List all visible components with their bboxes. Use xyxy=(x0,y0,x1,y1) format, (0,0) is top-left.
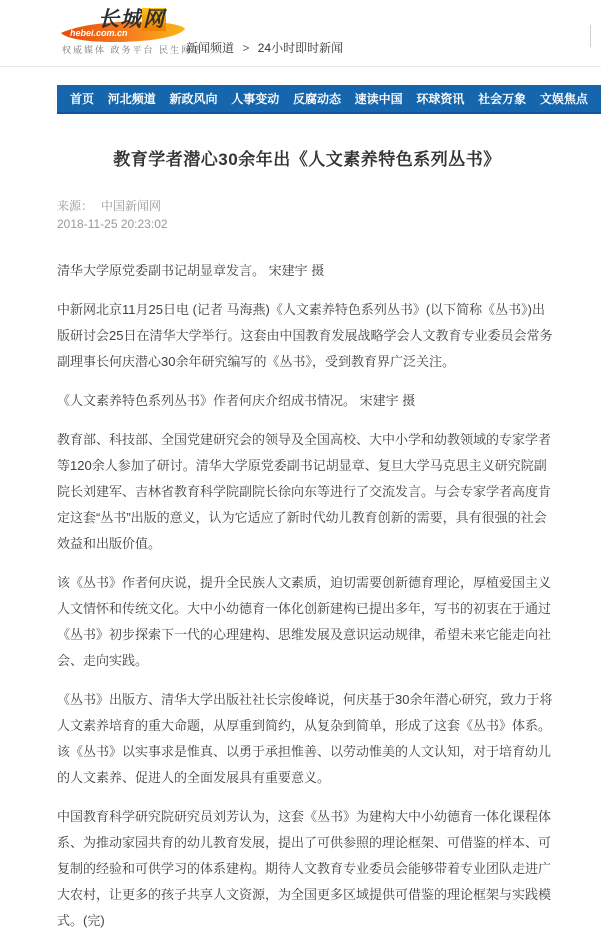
nav-item-china-quickread[interactable]: 速读中国 xyxy=(354,92,403,106)
nav-item-home[interactable]: 首页 xyxy=(70,92,95,106)
logo-title-part1: 长城 xyxy=(98,8,142,31)
article-paragraph: 《人文素养特色系列丛书》作者何庆介绍成书情况。 宋建宇 摄 xyxy=(57,393,416,408)
article-title: 教育学者潜心30余年出《人文素养特色系列丛书》 xyxy=(113,150,501,169)
article-datetime: 2018-11-25 20:23:02 xyxy=(57,217,168,231)
main-nav xyxy=(57,85,601,114)
article-meta xyxy=(57,197,557,233)
article-paragraph: 中国教育科学研究院研究员刘芳认为，这套《丛书》为建构大中小幼德育一体化课程体系、为推动家园共育的幼儿教育发展，提出了可供参照的理论框架、可借鉴的样本、可复制的经验和可供学习的体系建构。期待人文教育专业委员会能够带着专业团队走进广大农村，让更多的孩子共享人文资源，为全国更多区域提供可借鉴的理论框架与实践模式。(完) xyxy=(57,809,552,928)
nav-item-society[interactable]: 社会万象 xyxy=(478,92,527,106)
nav-item-entertainment[interactable]: 文娱焦点 xyxy=(539,92,588,106)
article xyxy=(57,145,557,934)
article-paragraph: 清华大学原党委副书记胡显章发言。 宋建宇 摄 xyxy=(57,263,325,278)
article-paragraph: 中新网北京11月25日电 (记者 马海燕)《人文素养特色系列丛书》(以下简称《丛书》)出版研讨会25日在清华大学举行。这套由中国教育发展战略学会人文教育专业委员会常务副理事长何庆潜心30余年研究编写的《丛书》，受到教育界广泛关注。 xyxy=(57,302,553,369)
nav-item-anticorruption[interactable]: 反腐动态 xyxy=(292,92,341,106)
nav-item-hebei-channel[interactable]: 河北频道 xyxy=(107,92,156,106)
article-paragraph: 教育部、科技部、全国党建研究会的领导及全国高校、大中小学和幼教领域的专家学者等120余人参加了研讨。清华大学原党委副书记胡显章、复旦大学马克思主义研究院副院长刘建军、吉林省教育科学院副院长徐向东等进行了交流发言。与会专家学者高度肯定这套“丛书”出版的意义，认为它适应了新时代幼儿教育创新的需要，具有很强的社会效益和出版价值。 xyxy=(57,432,552,551)
article-paragraph: 《丛书》出版方、清华大学出版社社长宗俊峰说，何庆基于30余年潜心研究，致力于将人文素养培育的重大命题，从厚重到简约，从复杂到简单，形成了这套《丛书》体系。该《丛书》以实事求是惟真、以勇于承担惟善、以劳动惟美的人文认知，对于培育幼儿的人文素养、促进人的全面发展具有重要意义。 xyxy=(57,692,553,785)
site-header xyxy=(0,0,601,67)
nav-item-global-news[interactable]: 环球资讯 xyxy=(416,92,465,106)
breadcrumb xyxy=(186,39,343,56)
nav-item-personnel[interactable]: 人事变动 xyxy=(231,92,280,106)
logo-title xyxy=(98,3,166,33)
logo-domain: hebei.com.cn xyxy=(70,28,128,38)
site-tagline: 权威媒体 政务平台 民生网站 xyxy=(62,45,204,55)
article-source-row xyxy=(57,197,557,215)
breadcrumb-separator: > xyxy=(242,41,250,55)
breadcrumb-current[interactable]: 24小时即时新闻 xyxy=(257,41,344,55)
source-value: 中国新闻网 xyxy=(101,199,162,213)
breadcrumb-channel-link[interactable]: 新闻频道 xyxy=(186,41,235,55)
source-label: 来源： xyxy=(57,199,94,213)
logo-title-part2: 网 xyxy=(143,8,165,31)
article-paragraph: 该《丛书》作者何庆说，提升全民族人文素质，迫切需要创新德育理论，厚植爱国主义人文情怀和传统文化。大中小幼德育一体化创新建构已提出多年，写书的初衷在于通过《丛书》初步探索下一代的心理建构、思维发展及意识运动规律，希望未来它能走向社会、走向实践。 xyxy=(57,575,552,668)
article-body xyxy=(57,258,557,934)
search-box-edge xyxy=(590,25,598,47)
nav-item-new-policy[interactable]: 新政风向 xyxy=(169,92,218,106)
